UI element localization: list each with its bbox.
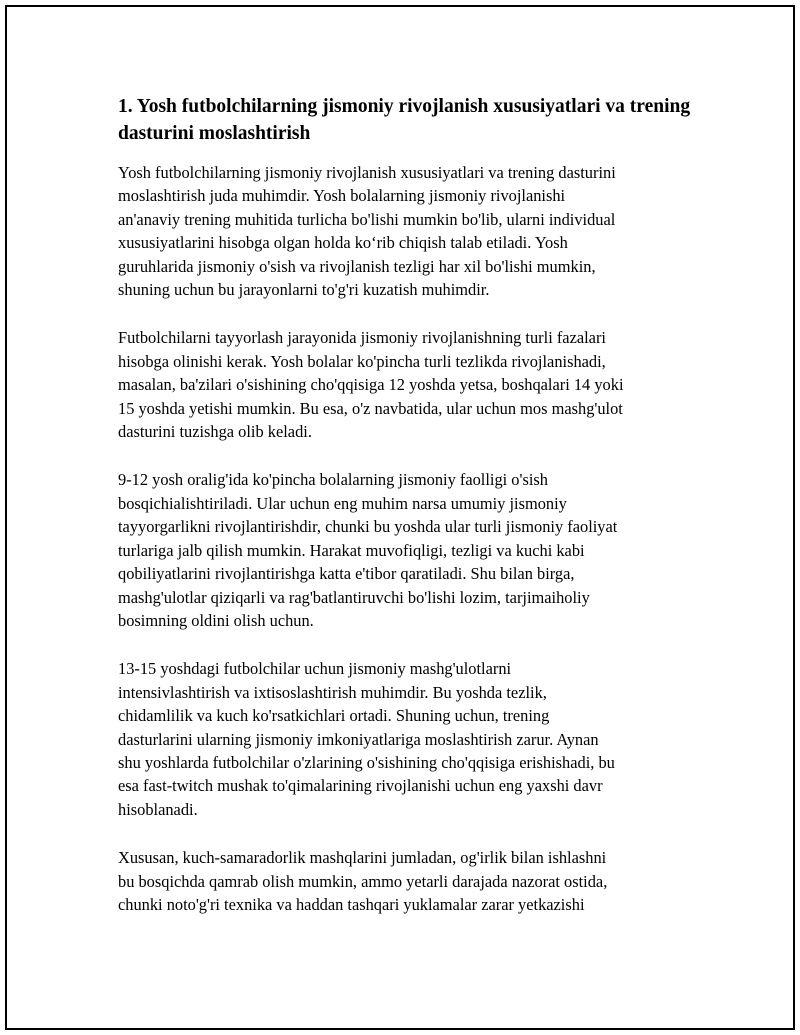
paragraph-5: Xususan, kuch-samaradorlik mashqlarini jumladan, og'irlik bilan ishlashni bu bosqichda qamrab olish mumkin, ammo yetarli darajada nazorat ostida, chunki noto'g'ri texnika va haddan tashqari yuklamalar zarar yetkazishi bbox=[118, 848, 608, 914]
paragraph-1: Yosh futbolchilarning jismoniy rivojlanish xususiyatlari va trening dasturini moslashtirish juda muhimdir. Yosh bolalarning jismoniy rivojlanishi an'anaviy trening muhitida turlicha bo'lishi mumkin bo'lib, ularni individual xususiyatlarini hisobga olgan holda ko‘rib chiqish talab etiladi. Yosh guruhlarida jismoniy o'sish va rivojlanish tezligi har xil bo'lishi mumkin, shuning uchun bu jarayonlarni to'g'ri kuzatish muhimdir. bbox=[118, 163, 616, 300]
document-body bbox=[118, 93, 698, 941]
paragraph-3: 9-12 yosh oralig'ida ko'pincha bolalarning jismoniy faolligi o'sish bosqichialishtiriladi. Ular uchun eng muhim narsa umumiy jismoniy tayyorgarlikni rivojlantirishdir, chunki bu yoshda ular turli jismoniy faoliyat turlariga jalb qilish mumkin. Harakat muvofiqligi, tezligi va kuchi kabi qobiliyatlarini rivojlantirishga katta e'tibor qaratiladi. Shu bilan birga, mashg'ulotlar qiziqarli va rag'batlantiruvchi bo'lishi lozim, tarjimaiholiy bosimning oldini olish uchun. bbox=[118, 470, 618, 630]
section-heading: 1. Yosh futbolchilarning jismoniy rivojlanish xususiyatlari va trening dasturini moslashtirish bbox=[118, 96, 691, 144]
paragraph-2: Futbolchilarni tayyorlash jarayonida jismoniy rivojlanishning turli fazalari hisobga olinishi kerak. Yosh bolalar ko'pincha turli tezlikda rivojlanishadi, masalan, ba'zilari o'sishining cho'qqisiga 12 yoshda yetsa, boshqalari 14 yoki 15 yoshda yetishi mumkin. Bu esa, o'z navbatida, ular uchun mos mashg'ulot dasturini tuzishga olib keladi. bbox=[118, 328, 624, 442]
paragraph-4: 13-15 yoshdagi futbolchilar uchun jismoniy mashg'ulotlarni intensivlashtirish va ixtisoslashtirish muhimdir. Bu yoshda tezlik, chidamlilik va kuch ko'rsatkichlari ortadi. Shuning uchun, trening dasturlarini ularning jismoniy imkoniyatlariga moslashtirish zarur. Aynan shu yoshlarda futbolchilar o'zlarining o'sishining cho'qqisiga erishishadi, bu esa fast-twitch mushak to'qimalarining rivojlanishi uchun eng yaxshi davr hisoblanadi. bbox=[118, 659, 615, 819]
